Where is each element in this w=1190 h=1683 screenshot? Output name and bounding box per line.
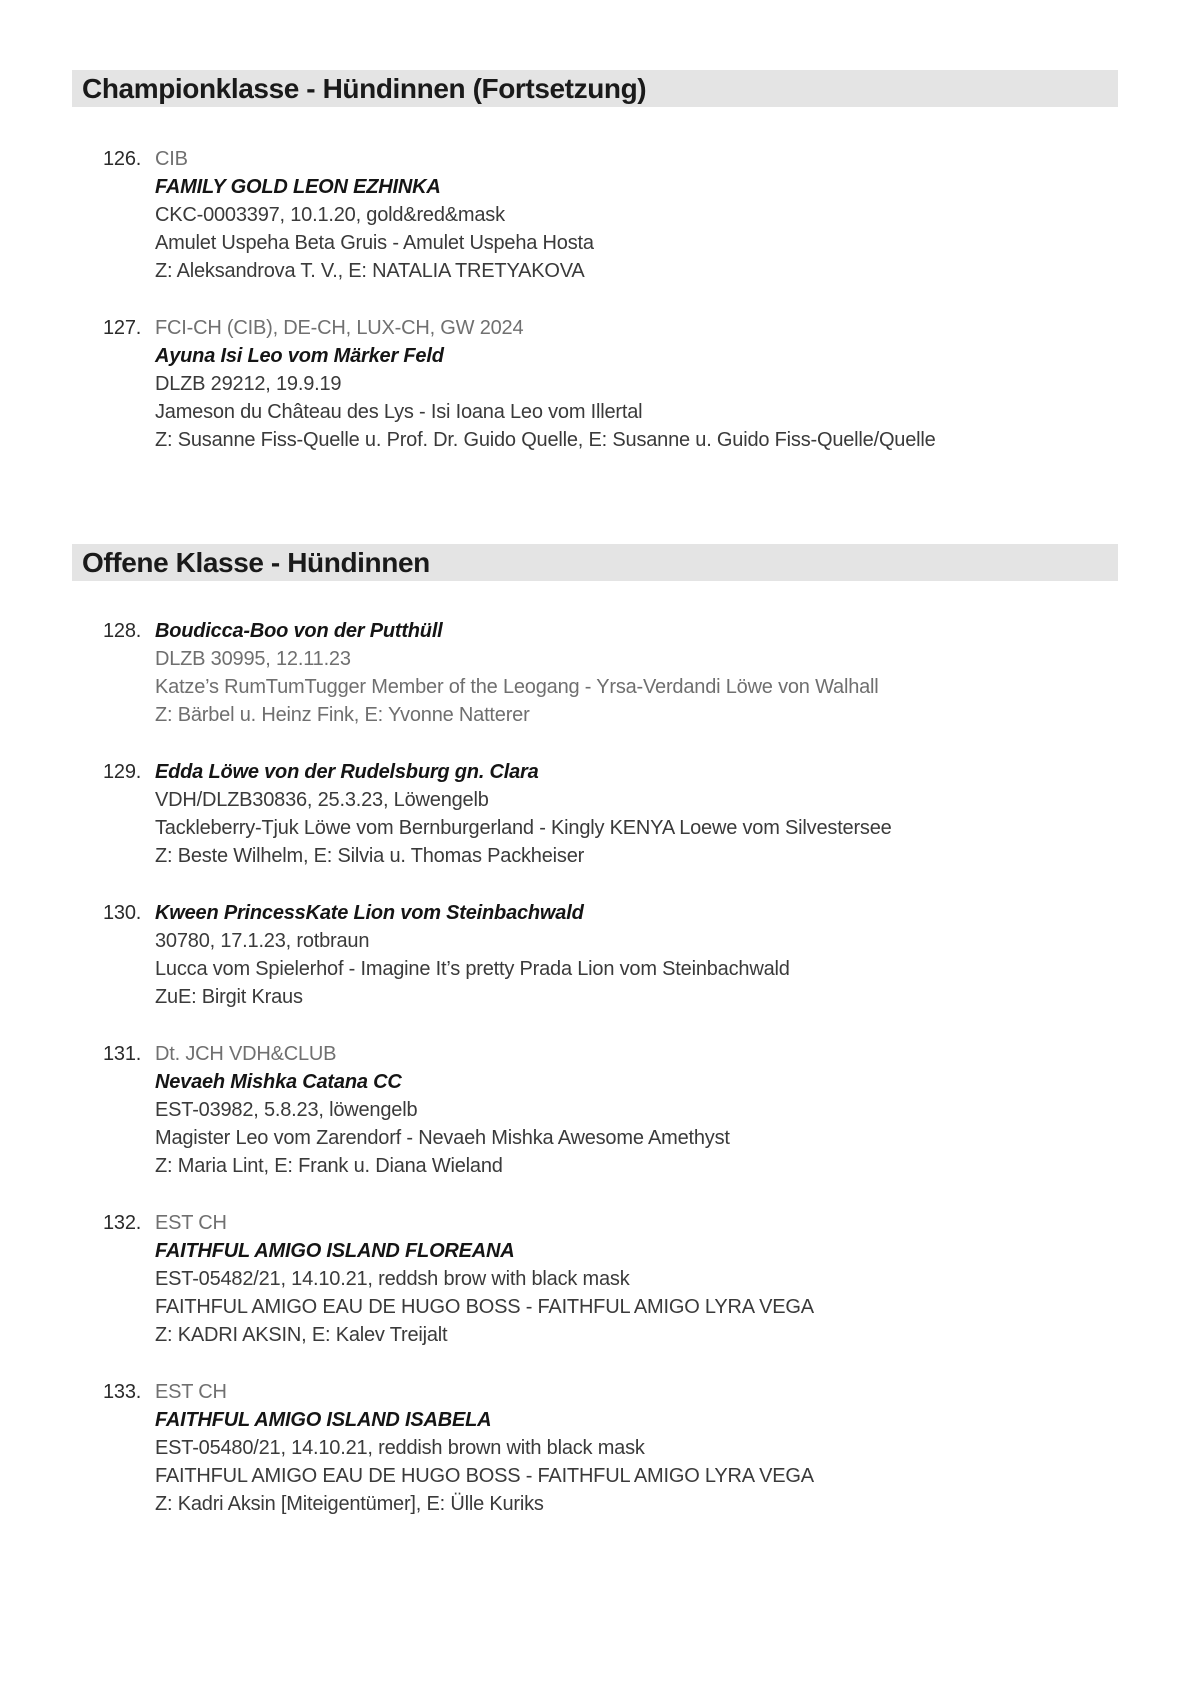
entry-registration: CKC-0003397, 10.1.20, gold&red&mask — [155, 204, 505, 226]
entry-breeder-owner: Z: Maria Lint, E: Frank u. Diana Wieland — [155, 1155, 503, 1177]
entry-breeder-owner: Z: KADRI AKSIN, E: Kalev Treijalt — [155, 1324, 448, 1346]
entry-breeder-owner: ZuE: Birgit Kraus — [155, 986, 303, 1008]
dog-name: Nevaeh Mishka Catana CC — [155, 1071, 402, 1093]
section-header-label: Offene Klasse - Hündinnen — [82, 546, 430, 578]
entry-parentage: Jameson du Château des Lys - Isi Ioana Leo vom Illertal — [155, 401, 643, 423]
entry-parentage: Amulet Uspeha Beta Gruis - Amulet Uspeha Hosta — [155, 232, 594, 254]
catalog-entry — [103, 617, 1190, 729]
entry-parentage: Katze’s RumTumTugger Member of the Leogang - Yrsa-Verdandi Löwe von Walhall — [155, 676, 879, 698]
dog-name: FAITHFUL AMIGO ISLAND FLOREANA — [155, 1240, 515, 1262]
section-header-label: Championklasse - Hündinnen (Fortsetzung) — [82, 72, 647, 104]
entry-parentage: FAITHFUL AMIGO EAU DE HUGO BOSS - FAITHFUL AMIGO LYRA VEGA — [155, 1465, 814, 1487]
catalog-entry — [103, 1378, 1190, 1518]
entry-body — [155, 1209, 1115, 1349]
entry-registration: DLZB 30995, 12.11.23 — [155, 648, 351, 670]
catalog-entry — [103, 314, 1190, 454]
entry-number: 126. — [103, 148, 142, 170]
entry-breeder-owner: Z: Susanne Fiss-Quelle u. Prof. Dr. Guido Quelle, E: Susanne u. Guido Fiss-Quelle/Quelle — [155, 429, 936, 451]
entry-registration: EST-05480/21, 14.10.21, reddish brown with black mask — [155, 1437, 645, 1459]
entry-breeder-owner: Z: Kadri Aksin [Miteigentümer], E: Ülle Kuriks — [155, 1493, 544, 1515]
catalog-entry — [103, 145, 1190, 285]
catalog-entry — [103, 758, 1190, 870]
entry-titles: CIB — [155, 148, 188, 170]
entry-parentage: FAITHFUL AMIGO EAU DE HUGO BOSS - FAITHFUL AMIGO LYRA VEGA — [155, 1296, 814, 1318]
dog-name: Ayuna Isi Leo vom Märker Feld — [155, 345, 444, 367]
entry-registration: EST-03982, 5.8.23, löwengelb — [155, 1099, 418, 1121]
entry-number: 133. — [103, 1381, 142, 1403]
entry-number: 128. — [103, 620, 142, 642]
catalog-entry — [103, 899, 1190, 1011]
entry-body — [155, 1040, 1115, 1180]
dog-name: Edda Löwe von der Rudelsburg gn. Clara — [155, 761, 539, 783]
entry-number: 130. — [103, 902, 142, 924]
section-header — [72, 544, 1118, 581]
entry-body — [155, 617, 1115, 729]
dog-name: FAITHFUL AMIGO ISLAND ISABELA — [155, 1409, 492, 1431]
entry-number: 132. — [103, 1212, 142, 1234]
entry-number: 127. — [103, 317, 142, 339]
section-header — [72, 70, 1118, 107]
entry-registration: 30780, 17.1.23, rotbraun — [155, 930, 370, 952]
entry-registration: VDH/DLZB30836, 25.3.23, Löwengelb — [155, 789, 489, 811]
entry-breeder-owner: Z: Aleksandrova T. V., E: NATALIA TRETYAKOVA — [155, 260, 585, 282]
dog-name: Kween PrincessKate Lion vom Steinbachwald — [155, 902, 584, 924]
entry-titles: FCI-CH (CIB), DE-CH, LUX-CH, GW 2024 — [155, 317, 524, 339]
entry-body — [155, 758, 1115, 870]
entry-registration: DLZB 29212, 19.9.19 — [155, 373, 342, 395]
entry-parentage: Tackleberry-Tjuk Löwe vom Bernburgerland - Kingly KENYA Loewe vom Silvestersee — [155, 817, 892, 839]
catalog-entry — [103, 1209, 1190, 1349]
entry-number: 129. — [103, 761, 142, 783]
entry-titles: EST CH — [155, 1381, 227, 1403]
entry-body — [155, 899, 1115, 1011]
entry-registration: EST-05482/21, 14.10.21, reddsh brow with black mask — [155, 1268, 630, 1290]
entry-titles: EST CH — [155, 1212, 227, 1234]
entry-parentage: Magister Leo vom Zarendorf - Nevaeh Mishka Awesome Amethyst — [155, 1127, 730, 1149]
entry-parentage: Lucca vom Spielerhof - Imagine It’s pretty Prada Lion vom Steinbachwald — [155, 958, 790, 980]
dog-name: FAMILY GOLD LEON EZHINKA — [155, 176, 441, 198]
entry-breeder-owner: Z: Beste Wilhelm, E: Silvia u. Thomas Packheiser — [155, 845, 585, 867]
catalog-entry — [103, 1040, 1190, 1180]
entry-body — [155, 314, 1115, 454]
entry-body — [155, 145, 1115, 285]
dog-name: Boudicca-Boo von der Putthüll — [155, 620, 443, 642]
entry-number: 131. — [103, 1043, 142, 1065]
entry-titles: Dt. JCH VDH&CLUB — [155, 1043, 337, 1065]
entry-body — [155, 1378, 1115, 1518]
entry-breeder-owner: Z: Bärbel u. Heinz Fink, E: Yvonne Natterer — [155, 704, 530, 726]
